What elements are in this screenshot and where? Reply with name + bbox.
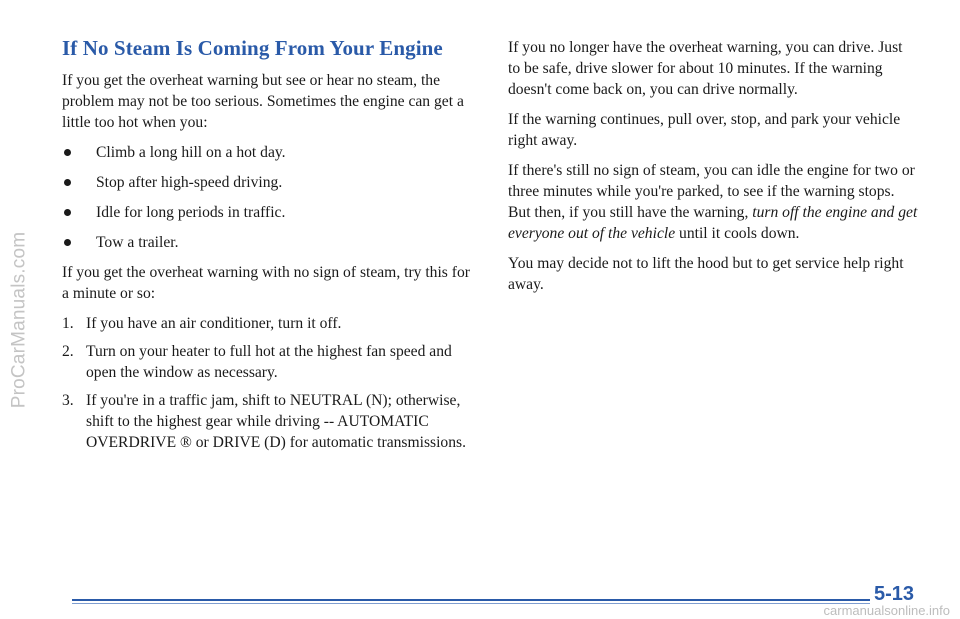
footer-rule-thin (72, 603, 914, 604)
step-number: 1. (62, 315, 74, 332)
list-item: Idle for long periods in traffic. (62, 202, 470, 223)
lead-paragraph: If you get the overheat warning with no sign of steam, try this for a minute or so: (62, 264, 470, 302)
step-text: If you're in a traffic jam, shift to NEUTRAL (N); otherwise, shift to the highest gear while driving -- AUTOMATIC OVERDRIVE ® or DRIVE (D) for automatic transmissions. (86, 392, 466, 451)
left-column (62, 36, 470, 460)
bullet-icon (64, 179, 71, 186)
bullet-icon (64, 149, 71, 156)
paragraph-no-warning: If you no longer have the overheat warning, you can drive. Just to be safe, drive slower for about 10 minutes. If the warning doesn't come back on, you can drive normally. (508, 39, 903, 98)
bullet-icon (64, 239, 71, 246)
section-heading: If No Steam Is Coming From Your Engine (62, 36, 443, 60)
page-number: 5-13 (870, 583, 914, 606)
step-item (62, 313, 470, 334)
footer-rule (72, 599, 914, 601)
steps-list (62, 313, 470, 453)
list-item: Tow a trailer. (62, 232, 470, 253)
bullet-icon (64, 209, 71, 216)
paragraph-service: You may decide not to lift the hood but to get service help right away. (508, 255, 904, 293)
step-number: 3. (62, 392, 74, 409)
intro-paragraph: If you get the overheat warning but see or hear no steam, the problem may not be too serious. Sometimes the engine can get a little too hot when you: (62, 72, 464, 131)
list-item: Climb a long hill on a hot day. (62, 142, 470, 163)
right-column (508, 37, 918, 304)
conditions-list (62, 142, 470, 253)
paragraph-warning-continues: If the warning continues, pull over, stop, and park your vehicle right away. (508, 111, 901, 149)
site-watermark: carmanualsonline.info (823, 603, 950, 618)
watermark-text: ProCarManuals.com (8, 231, 30, 409)
step-item (62, 390, 470, 453)
paragraph-idle-engine: If there's still no sign of steam, you can idle the engine for two or three minutes while you're parked, to see if the warning stops. But then, if you still have the warning, turn off the engine and get everyone out of the vehicle until it cools down. (508, 162, 918, 242)
step-text: Turn on your heater to full hot at the highest fan speed and open the window as necessary. (86, 343, 452, 381)
emphasis-text: turn off the engine and get everyone out of the vehicle (508, 204, 918, 242)
watermark (4, 60, 34, 580)
step-number: 2. (62, 343, 74, 360)
step-item (62, 341, 470, 383)
list-item: Stop after high-speed driving. (62, 172, 470, 193)
step-text: If you have an air conditioner, turn it off. (86, 315, 342, 332)
